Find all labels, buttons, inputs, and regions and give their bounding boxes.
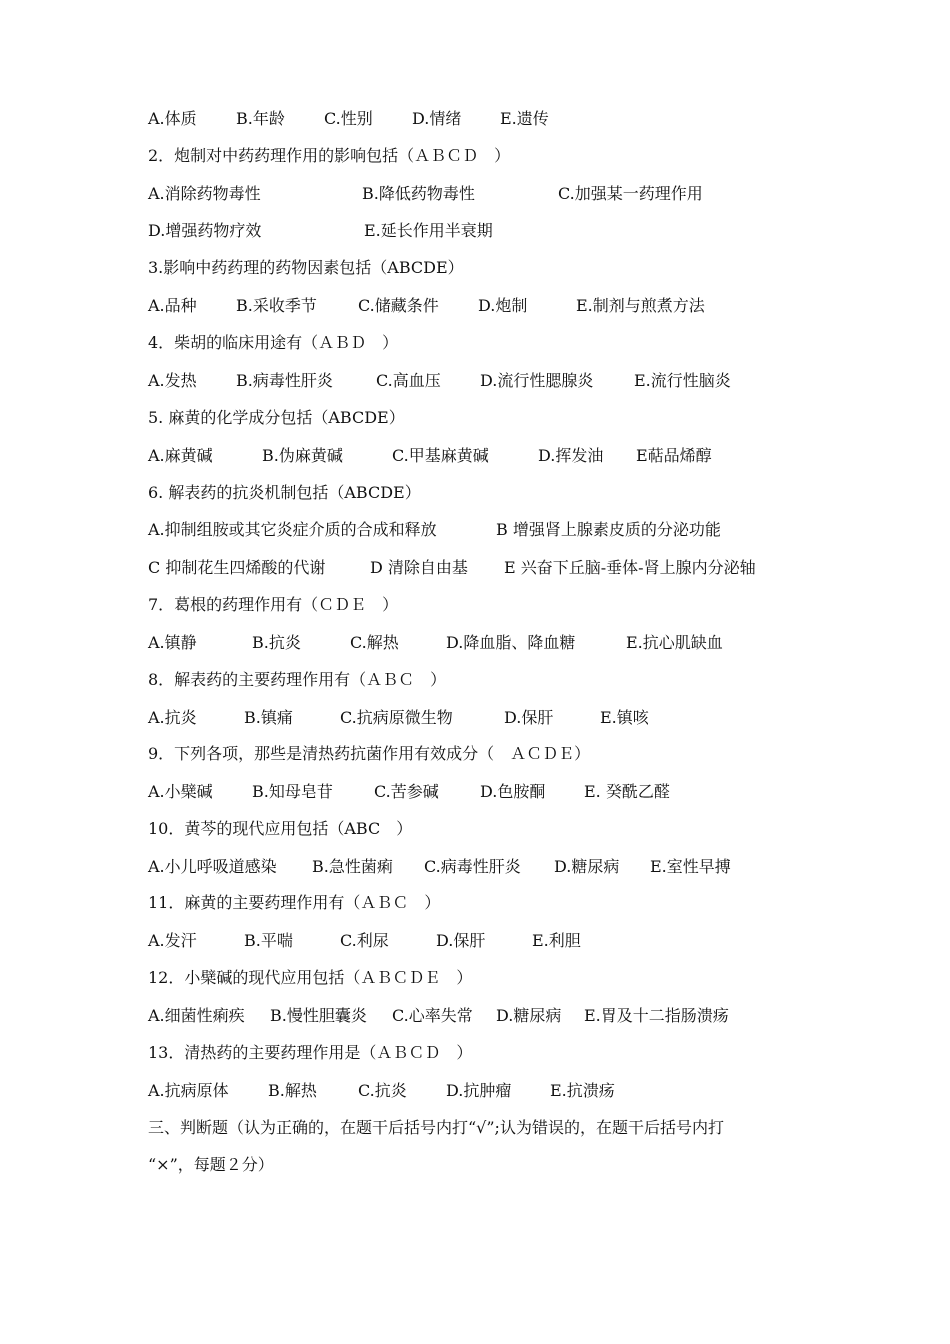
option-text: E.延长作用半衰期 (364, 221, 493, 240)
option-text: E.胃及十二指肠溃疡 (584, 1006, 729, 1025)
question-text: 13．清热药的主要药理作用是（ＡＢＣＤ ） (148, 1043, 473, 1062)
option-text: A.细菌性痢疾 (148, 1006, 245, 1025)
question-text: 3.影响中药药理的药物因素包括（ABCDE） (148, 258, 464, 277)
option-text: B.抗炎 (252, 633, 301, 652)
option-text: D.糖尿病 (496, 1006, 562, 1025)
option-text: B.解热 (268, 1081, 317, 1100)
option-text: A.消除药物毒性 (148, 184, 261, 203)
option-text: C.加强某一药理作用 (558, 184, 703, 203)
section-heading: “×”，每题２分） (148, 1155, 274, 1174)
option-text: C.抗病原微生物 (340, 708, 453, 727)
option-text: A.镇静 (148, 633, 197, 652)
option-text: D 清除自由基 (370, 558, 468, 577)
option-text: D.流行性腮腺炎 (480, 371, 594, 390)
option-text: E.室性早搏 (650, 857, 731, 876)
question-text: 10．黄芩的现代应用包括（ABC ） (148, 819, 413, 838)
question-text: 7．葛根的药理作用有（ＣＤＥ ） (148, 595, 399, 614)
option-text: A.抑制组胺或其它炎症介质的合成和释放 (148, 520, 437, 539)
option-text: B.年龄 (236, 109, 285, 128)
option-text: D.情绪 (412, 109, 462, 128)
question-text: 2．炮制对中药药理作用的影响包括（ＡＢＣＤ ） (148, 146, 511, 165)
option-text: C.心率失常 (392, 1006, 473, 1025)
option-text: A.体质 (148, 109, 197, 128)
option-text: C 抑制花生四烯酸的代谢 (148, 558, 326, 577)
option-text: B.慢性胆囊炎 (270, 1006, 367, 1025)
option-text: E. 癸酰乙醛 (584, 782, 670, 801)
question-text: 5. 麻黄的化学成分包括（ABCDE） (148, 408, 405, 427)
option-text: B.伪麻黄碱 (262, 446, 343, 465)
option-text: E.抗心肌缺血 (626, 633, 723, 652)
option-text: C.性别 (324, 109, 373, 128)
option-text: B.病毒性肝炎 (236, 371, 333, 390)
option-text: D.色胺酮 (480, 782, 546, 801)
option-text: B.知母皂苷 (252, 782, 333, 801)
option-text: C.储藏条件 (358, 296, 439, 315)
option-text: D.保肝 (436, 931, 486, 950)
option-text: E萜品烯醇 (636, 446, 712, 465)
option-text: D.炮制 (478, 296, 528, 315)
option-text: C.苦参碱 (374, 782, 439, 801)
option-text: E.抗溃疡 (550, 1081, 615, 1100)
option-text: B.平喘 (244, 931, 293, 950)
option-text: C.甲基麻黄碱 (392, 446, 489, 465)
option-text: C.病毒性肝炎 (424, 857, 521, 876)
option-text: A.品种 (148, 296, 197, 315)
option-text: C.解热 (350, 633, 399, 652)
question-text: 11．麻黄的主要药理作用有（ＡＢＣ ） (148, 893, 441, 912)
option-text: A.麻黄碱 (148, 446, 213, 465)
option-text: B.采收季节 (236, 296, 317, 315)
option-text: A.发热 (148, 371, 197, 390)
question-text: 9．下列各项，那些是清热药抗菌作用有效成分（ ＡＣＤＥ） (148, 744, 591, 763)
option-text: D.降血脂、降血糖 (446, 633, 576, 652)
option-text: E.制剂与煎煮方法 (576, 296, 705, 315)
option-text: A.小檗碱 (148, 782, 213, 801)
question-text: 8．解表药的主要药理作用有（ＡＢＣ ） (148, 670, 447, 689)
question-text: 12．小檗碱的现代应用包括（ＡＢＣＤＥ ） (148, 968, 473, 987)
option-text: D.挥发油 (538, 446, 604, 465)
option-text: E 兴奋下丘脑-垂体-肾上腺内分泌轴 (504, 558, 756, 577)
option-text: D.保肝 (504, 708, 554, 727)
option-text: E.利胆 (532, 931, 581, 950)
option-text: B.急性菌痢 (312, 857, 393, 876)
option-text: D.糖尿病 (554, 857, 620, 876)
question-text: 4．柴胡的临床用途有（ＡＢＤ ） (148, 333, 399, 352)
option-text: A.抗炎 (148, 708, 197, 727)
option-text: B.降低药物毒性 (362, 184, 475, 203)
option-text: D.抗肿瘤 (446, 1081, 512, 1100)
option-text: C.抗炎 (358, 1081, 407, 1100)
question-text: 6. 解表药的抗炎机制包括（ABCDE） (148, 483, 421, 502)
section-heading: 三、判断题（认为正确的，在题干后括号内打“√”;认为错误的，在题干后括号内打 (148, 1118, 724, 1137)
option-text: C.高血压 (376, 371, 441, 390)
option-text: B 增强肾上腺素皮质的分泌功能 (496, 520, 721, 539)
option-text: C.利尿 (340, 931, 389, 950)
option-text: D.增强药物疗效 (148, 221, 262, 240)
option-text: A.发汗 (148, 931, 197, 950)
option-text: E.流行性脑炎 (634, 371, 731, 390)
option-text: A.抗病原体 (148, 1081, 229, 1100)
option-text: E.遗传 (500, 109, 549, 128)
option-text: B.镇痛 (244, 708, 293, 727)
option-text: E.镇咳 (600, 708, 649, 727)
option-text: A.小儿呼吸道感染 (148, 857, 277, 876)
